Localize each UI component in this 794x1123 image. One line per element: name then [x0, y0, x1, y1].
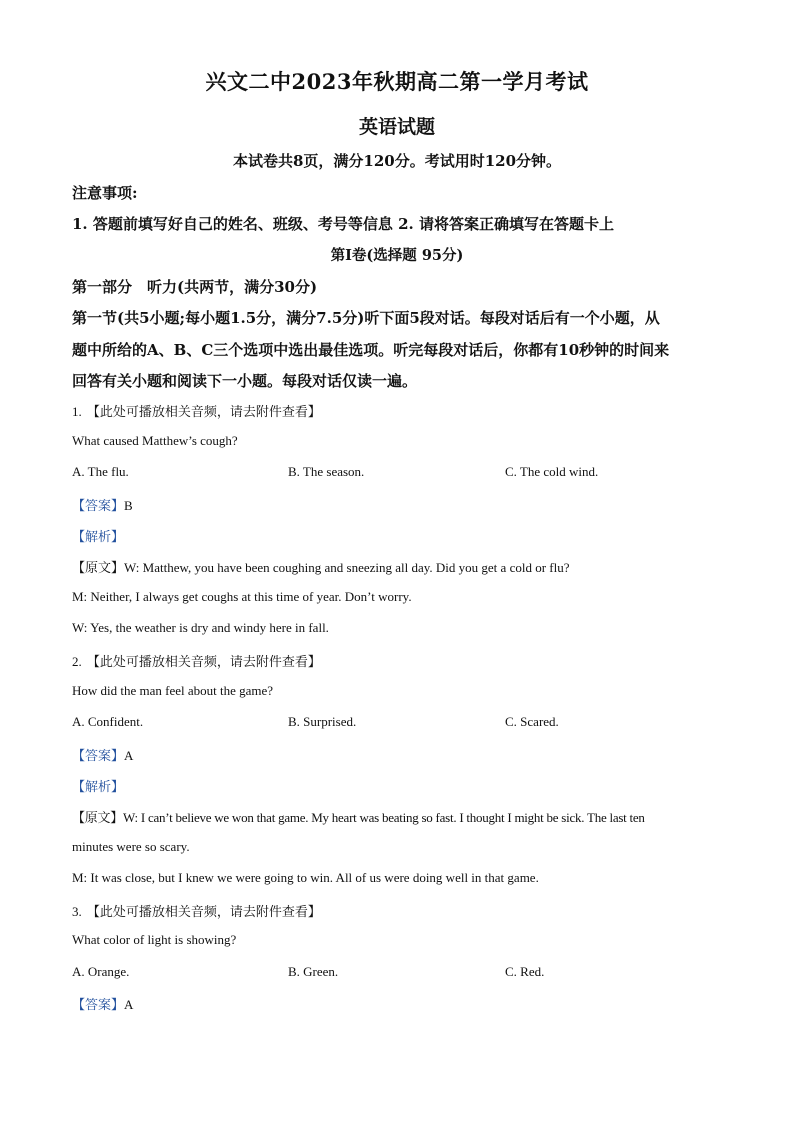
notice-heading: 注意事项: [72, 184, 138, 202]
transcript-line: W: I can’t believe we won that game. My heart was beating so fast. I thought I might be sick. The last ten [123, 810, 645, 825]
question-1-text: What caused Matthew’s cough? [72, 433, 238, 448]
answer-label: 【答案】 [72, 499, 125, 514]
audio-note: 【此处可播放相关音频，请去附件查看】 [86, 405, 321, 420]
question-3-answer [72, 994, 133, 1013]
question-3-text: What color of light is showing? [72, 932, 237, 947]
question-2-text: How did the man feel about the game? [72, 683, 274, 698]
question-1-transcript-1 [72, 557, 570, 576]
answer-value: B [124, 498, 133, 513]
question-1-header [72, 401, 321, 420]
original-label: 【原文】 [72, 561, 125, 576]
question-2-transcript-3: M: It was close, but I knew we were going to win. All of us were doing well in that game. [72, 870, 539, 885]
answer-value: A [124, 997, 134, 1012]
question-2-option-c: C. Scared. [505, 714, 559, 729]
question-2-analysis-label: 【解析】 [72, 780, 125, 795]
question-1-option-b: B. The season. [288, 464, 365, 479]
answer-value: A [124, 748, 134, 763]
question-number: 3. [72, 904, 82, 919]
question-3-option-a: A. Orange. [72, 964, 130, 979]
question-2-option-b: B. Surprised. [288, 714, 357, 729]
question-2-header [72, 651, 321, 670]
notice-items: 1. 答题前填写好自己的姓名、班级、考号等信息 2. 请将答案正确填写在答题卡上 [72, 215, 614, 233]
question-1-option-a: A. The flu. [72, 464, 129, 479]
instructions-line-1: 第一节(共5小题;每小题1.5分，满分7.5分)听下面5段对话。每段对话后有一个小题，从 [72, 309, 660, 327]
instructions-line-2: 题中所给的A、B、C三个选项中选出最佳选项。听完每段对话后，你都有10秒钟的时间来 [72, 341, 670, 359]
question-1-transcript-3: W: Yes, the weather is dry and windy here in fall. [72, 620, 329, 635]
exam-subtitle: 英语试题 [358, 116, 435, 138]
question-number: 1. [72, 404, 82, 419]
transcript-line: W: Matthew, you have been coughing and sneezing all day. Did you get a cold or flu? [124, 560, 570, 575]
audio-note: 【此处可播放相关音频，请去附件查看】 [86, 655, 321, 670]
original-label: 【原文】 [72, 811, 124, 826]
exam-info: 本试卷共8页，满分120分。考试用时120分钟。 [232, 152, 562, 170]
instructions-line-3: 回答有关小题和阅读下一小题。每段对话仅读一遍。 [72, 372, 418, 390]
question-2-option-a: A. Confident. [72, 714, 144, 729]
question-3-header [72, 901, 321, 920]
question-3-option-b: B. Green. [288, 964, 339, 979]
question-2-transcript-1 [72, 807, 645, 826]
volume-heading: 第I卷(选择题 95分) [330, 247, 464, 264]
answer-label: 【答案】 [72, 749, 125, 764]
question-3-option-c: C. Red. [505, 964, 545, 979]
answer-label: 【答案】 [72, 998, 125, 1013]
part-heading: 第一部分 听力(共两节，满分30分) [72, 278, 318, 296]
question-2-transcript-2: minutes were so scary. [72, 839, 190, 854]
question-1-transcript-2: M: Neither, I always get coughs at this time of year. Don’t worry. [72, 589, 412, 604]
question-number: 2. [72, 654, 82, 669]
question-1-answer [72, 495, 133, 514]
question-1-analysis-label: 【解析】 [72, 530, 125, 545]
question-1-option-c: C. The cold wind. [505, 464, 599, 479]
audio-note: 【此处可播放相关音频，请去附件查看】 [86, 905, 321, 920]
question-2-answer [72, 745, 133, 764]
exam-title: 兴文二中2023年秋期高二第一学月考试 [205, 69, 589, 94]
